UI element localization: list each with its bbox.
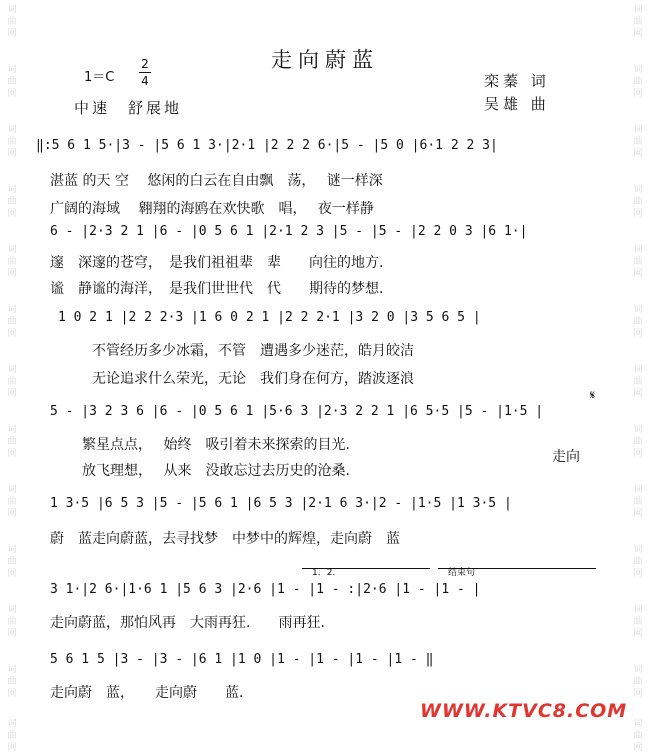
lyric-line-3-verse-1: 不管经历多少冰霜，不管 遭遇多少迷茫，皓月皎洁: [92, 343, 414, 359]
site-watermark-logo: WWW.KTVC8.COM: [420, 700, 628, 722]
segno-sign: 𝄋: [590, 388, 596, 402]
watermark-text: 词 曲 网: [633, 365, 643, 399]
watermark-column-right: [626, 0, 650, 753]
watermark-text: 词 曲 网: [7, 605, 17, 639]
notation-line-7: 5 6 1 5 |3 - |3 - |6 1 |1 0 |1 - |1 - |1 - |1 - ‖: [50, 652, 434, 667]
lyric-line-6: 走向蔚蓝，那怕风再 大雨再狂. 雨再狂.: [50, 615, 325, 631]
watermark-text: 词 曲 网: [633, 665, 643, 699]
watermark-text: 词 曲 网: [7, 65, 17, 99]
song-title: 走向蔚蓝: [271, 48, 379, 72]
watermark-text: 词 曲 网: [633, 605, 643, 639]
lyric-line-4-verse-2: 放飞理想， 从来 没敢忘过去历史的沧桑.: [82, 463, 350, 479]
watermark-text: 词 曲 网: [7, 245, 17, 279]
first-ending-label: 1．2．: [312, 568, 342, 578]
watermark-text: 词 曲 网: [7, 719, 17, 753]
notation-line-2: 6 - |2·3 2 1 |6 - |0 5 6 1 |2·1 2 3 |5 - |5 - |2 2 0 3 |6 1·|: [50, 224, 528, 239]
time-signature-bottom: 4: [141, 74, 149, 88]
watermark-text: 词 曲 网: [7, 125, 17, 159]
lyric-line-3-verse-2: 无论追求什么荣光，无论 我们身在何方，踏波逐浪: [92, 371, 414, 387]
watermark-text: 词 曲 网: [7, 5, 17, 39]
time-signature-top: 2: [141, 57, 149, 71]
watermark-text: 词 曲 网: [7, 365, 17, 399]
watermark-text: 词 曲 网: [633, 65, 643, 99]
lyric-line-5: 蔚 蓝走向蔚蓝，去寻找梦 中梦中的辉煌，走向蔚 蓝: [50, 531, 400, 547]
time-signature: [138, 56, 152, 89]
watermark-text: 词 曲 网: [633, 425, 643, 459]
watermark-text: 词 曲 网: [7, 185, 17, 219]
watermark-text: 词 曲 网: [7, 305, 17, 339]
watermark-text: 词 曲 网: [633, 5, 643, 39]
notation-line-1: ‖:5 6 1 5·|3 - |5 6 1 3·|2·1 |2 2 2 6·|5 - |5 0 |6·1 2 2 3|: [36, 138, 498, 153]
lyricist-credit: 栾蓁 词: [484, 72, 550, 90]
notation-line-5: 1 3·5 |6 5 3 |5 - |5 6 1 |6 5 3 |2·1 6 3·|2 - |1·5 |1 3·5 |: [50, 496, 512, 511]
lyric-line-2-verse-2: 谧 静谧的海洋， 是我们世世代 代 期待的梦想.: [50, 281, 384, 297]
composer-credit: 吴雄 曲: [484, 95, 550, 113]
watermark-text: 词 曲 网: [7, 545, 17, 579]
watermark-text: 词 曲 网: [633, 125, 643, 159]
watermark-text: 词 曲 网: [633, 185, 643, 219]
lyric-line-1-verse-2: 广阔的海域 翱翔的海鸥在欢快歌 唱， 夜一样静: [50, 201, 374, 217]
notation-line-4: 5 - |3 2 3 6 |6 - |0 5 6 1 |5·6 3 |2·3 2 2 1 |6 5·5 |5 - |1·5 |: [50, 404, 544, 419]
key-signature: 1＝C: [84, 70, 115, 85]
lyric-line-4-verse-1: 繁星点点， 始终 吸引着未来探索的目光.: [82, 437, 350, 453]
watermark-text: 词 曲 网: [633, 485, 643, 519]
lyric-line-1-verse-1: 湛蓝 的天 空 悠闲的白云在自由飘 荡， 谜一样深: [50, 173, 383, 189]
lyric-line-7: 走向蔚 蓝， 走向蔚 蓝.: [50, 685, 244, 701]
side-lyric: 走向: [552, 449, 580, 465]
tempo-marking: 中速 舒展地: [74, 99, 183, 117]
final-ending-label: 结束句: [448, 568, 476, 578]
notation-line-6: 3 1·|2 6·|1·6 1 |5 6 3 |2·6 |1 - |1 - :|2·6 |1 - |1 - |: [50, 582, 481, 597]
watermark-text: 词 曲 网: [633, 305, 643, 339]
watermark-text: 词 曲 网: [633, 245, 643, 279]
notation-line-3: 1 0 2 1 |2 2 2·3 |1 6 0 2 1 |2 2 2·1 |3 2 0 |3 5 6 5 |: [58, 310, 481, 325]
watermark-text: 词 曲 网: [7, 425, 17, 459]
watermark-text: 词 曲 网: [633, 719, 643, 753]
watermark-text: 词 曲 网: [7, 665, 17, 699]
watermark-text: 词 曲 网: [7, 485, 17, 519]
watermark-column-left: [0, 0, 24, 753]
watermark-text: 词 曲 网: [633, 545, 643, 579]
lyric-line-2-verse-1: 邃 深邃的苍穹， 是我们祖祖辈 辈 向往的地方.: [50, 255, 384, 271]
